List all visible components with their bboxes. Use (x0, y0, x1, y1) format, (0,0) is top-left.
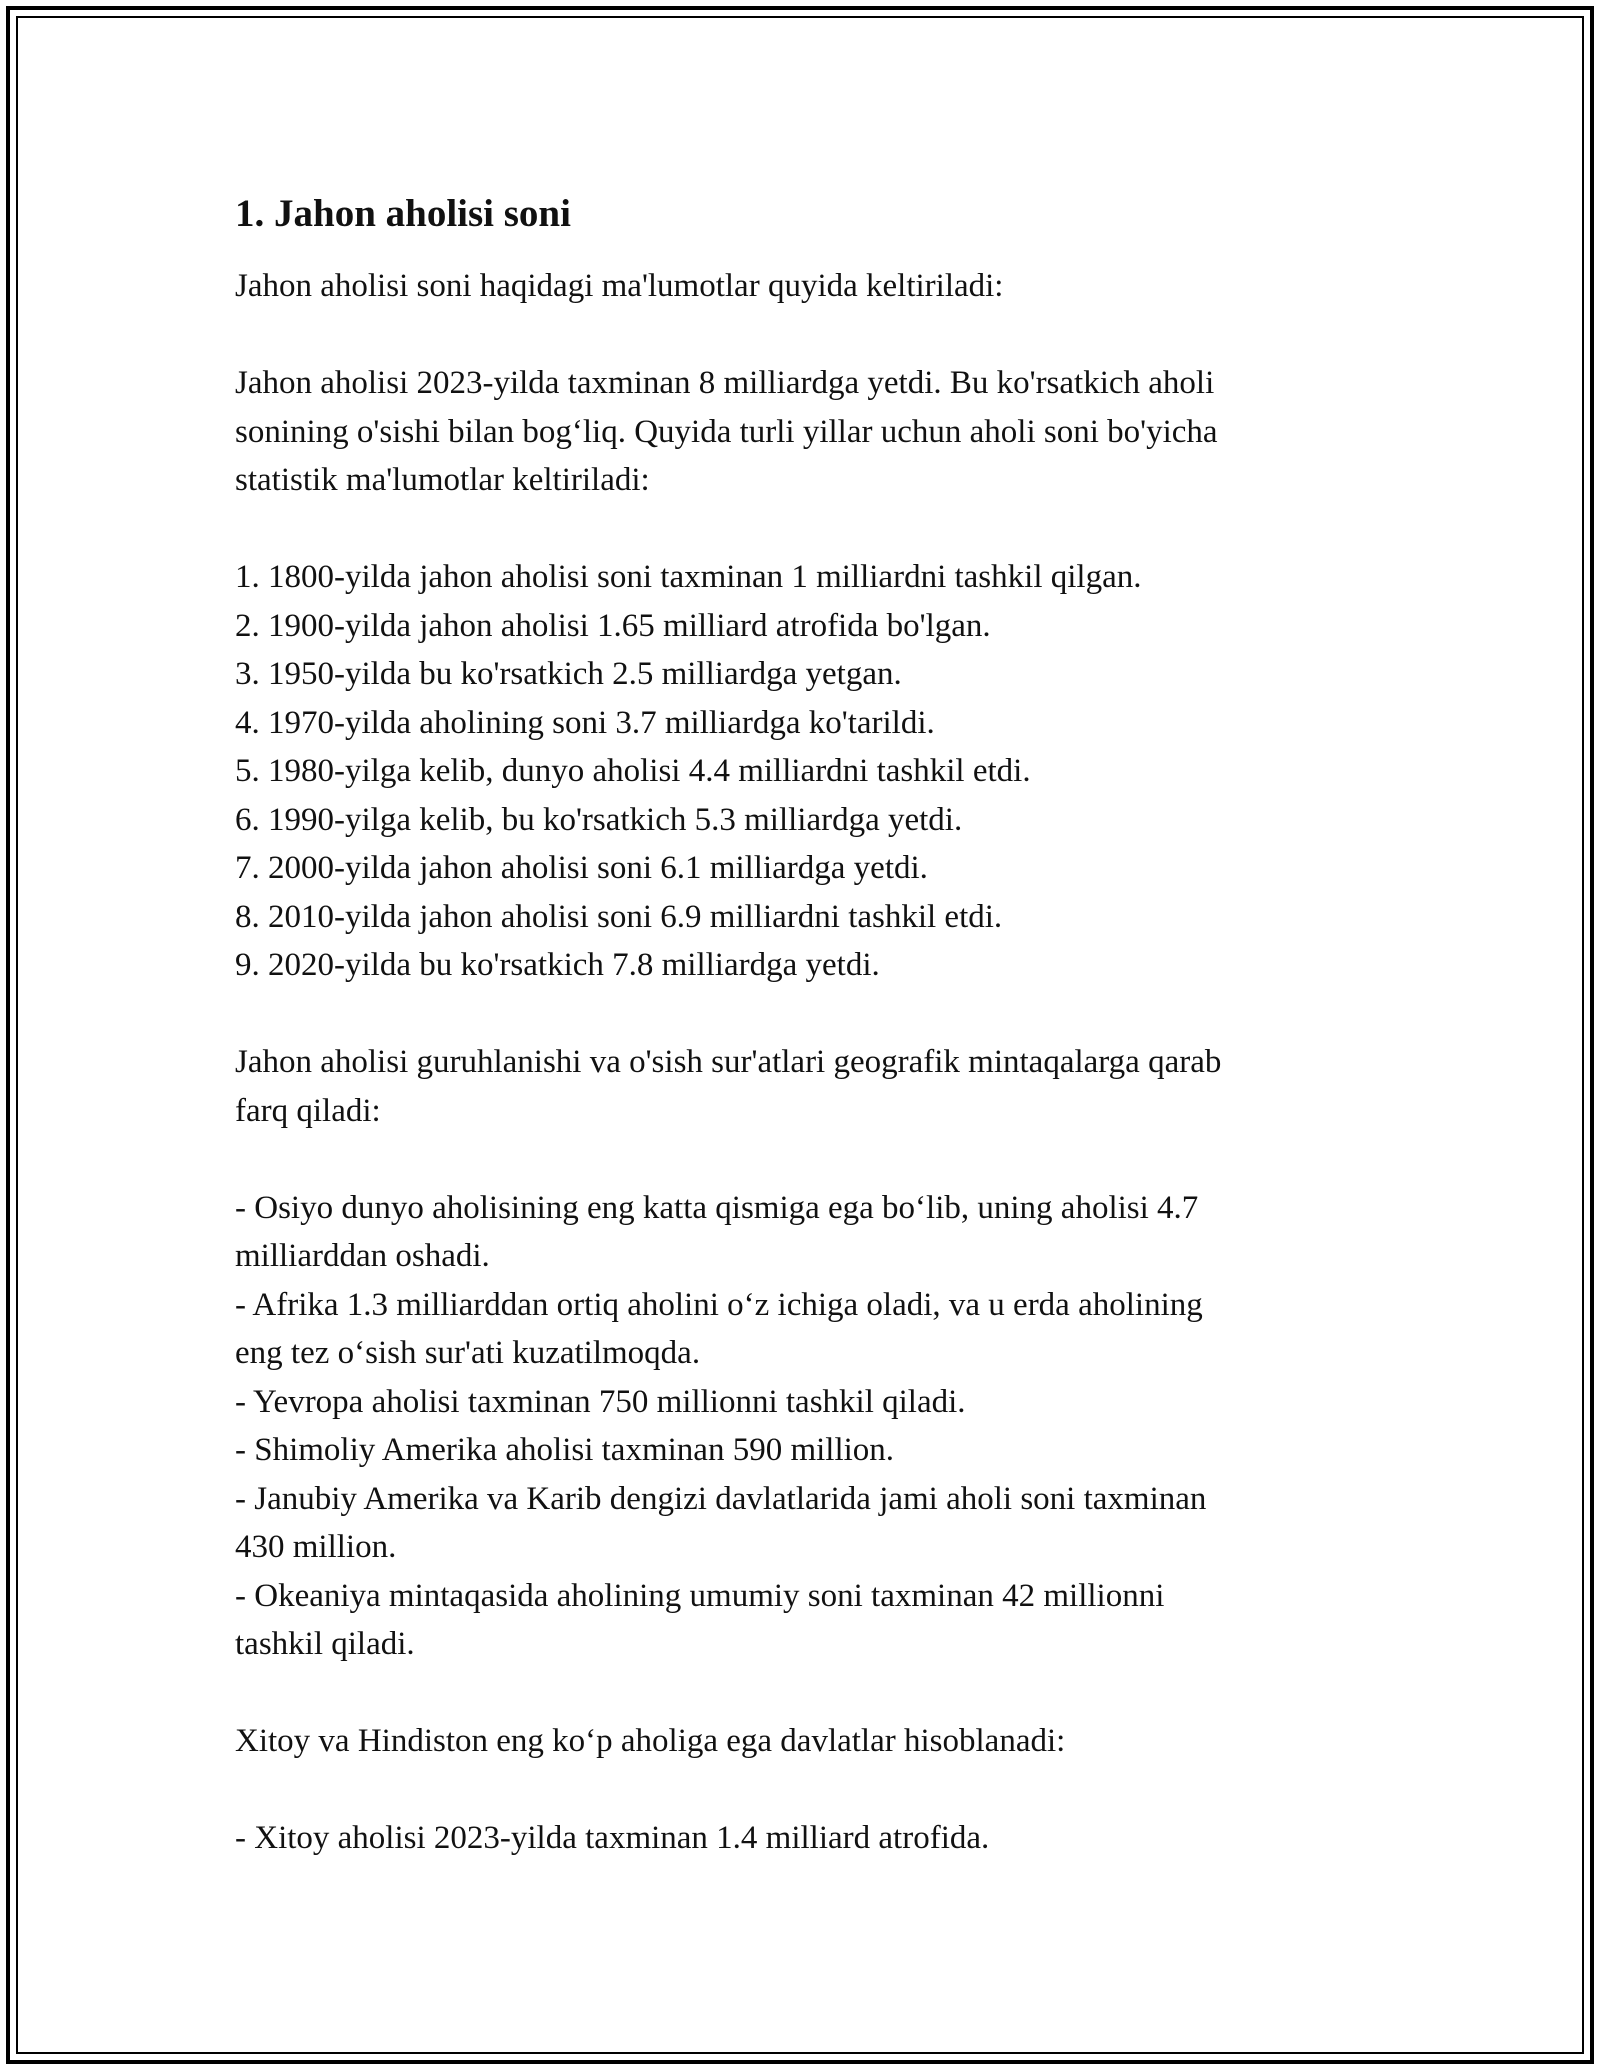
list-item: 7. 2000-yilda jahon aholisi soni 6.1 milliardga yetdi. (235, 850, 928, 886)
list-item: 6. 1990-yilga kelib, bu ko'rsatkich 5.3 milliardga yetdi. (235, 801, 963, 838)
text-line: sonining o'sishi bilan bog‘liq. Quyida turli yillar uchun aholi soni bo'yicha (235, 413, 1218, 450)
list-item: 4. 1970-yilda aholining soni 3.7 milliardga ko'tarildi. (235, 704, 935, 741)
paragraph-population-2023 (235, 359, 1365, 505)
paragraph-top-countries: Xitoy va Hindiston eng ko‘p aholiga ega davlatlar hisoblanadi: (235, 1723, 1066, 1759)
intro-paragraph: Jahon aholisi soni haqidagi ma'lumotlar quyida keltiriladi: (235, 268, 1004, 304)
document-body (235, 190, 1365, 1863)
list-item: 8. 2010-yilda jahon aholisi soni 6.9 milliardni tashkil etdi. (235, 898, 1003, 935)
list-item: 5. 1980-yilga kelib, dunyo aholisi 4.4 milliardni tashkil etdi. (235, 753, 1031, 789)
region-population-list (235, 1184, 1365, 1669)
year-population-list (235, 553, 1365, 990)
text-line: statistik ma'lumotlar keltiriladi: (235, 462, 650, 498)
list-item: - Yevropa aholisi taxminan 750 millionni tashkil qiladi. (235, 1383, 966, 1420)
list-item: milliarddan oshadi. (235, 1238, 490, 1274)
list-item: 430 million. (235, 1529, 397, 1565)
list-item: - Janubiy Amerika va Karib dengizi davlatlarida jami aholi soni taxminan (235, 1480, 1207, 1517)
list-item: eng tez o‘sish sur'ati kuzatilmoqda. (235, 1335, 701, 1371)
section-heading: 1. Jahon aholisi soni (235, 192, 571, 235)
list-item: 2. 1900-yilda jahon aholisi 1.65 milliard atrofida bo'lgan. (235, 607, 991, 644)
list-item: - Xitoy aholisi 2023-yilda taxminan 1.4 milliard atrofida. (235, 1820, 990, 1856)
list-item: - Afrika 1.3 milliarddan ortiq aholini o‘z ichiga oladi, va u erda aholining (235, 1286, 1203, 1323)
list-item: - Shimoliy Amerika aholisi taxminan 590 million. (235, 1432, 895, 1468)
list-item: 1. 1800-yilda jahon aholisi soni taxminan 1 milliardni tashkil qilgan. (235, 559, 1142, 595)
text-line: Jahon aholisi 2023-yilda taxminan 8 milliardga yetdi. Bu ko'rsatkich aholi (235, 365, 1215, 401)
text-line: farq qiladi: (235, 1092, 381, 1129)
list-item: tashkil qiladi. (235, 1626, 415, 1662)
paragraph-regional-growth (235, 1038, 1365, 1135)
list-item: - Osiyo dunyo aholisining eng katta qismiga ega bo‘lib, uning aholisi 4.7 (235, 1189, 1199, 1226)
list-item: - Okeaniya mintaqasida aholining umumiy soni taxminan 42 millionni (235, 1577, 1165, 1614)
country-population-list (235, 1814, 1365, 1863)
list-item: 3. 1950-yilda bu ko'rsatkich 2.5 milliardga yetgan. (235, 656, 902, 692)
text-line: Jahon aholisi guruhlanishi va o'sish sur'atlari geografik mintaqalarga qarab (235, 1044, 1222, 1080)
list-item: 9. 2020-yilda bu ko'rsatkich 7.8 milliardga yetdi. (235, 947, 880, 983)
